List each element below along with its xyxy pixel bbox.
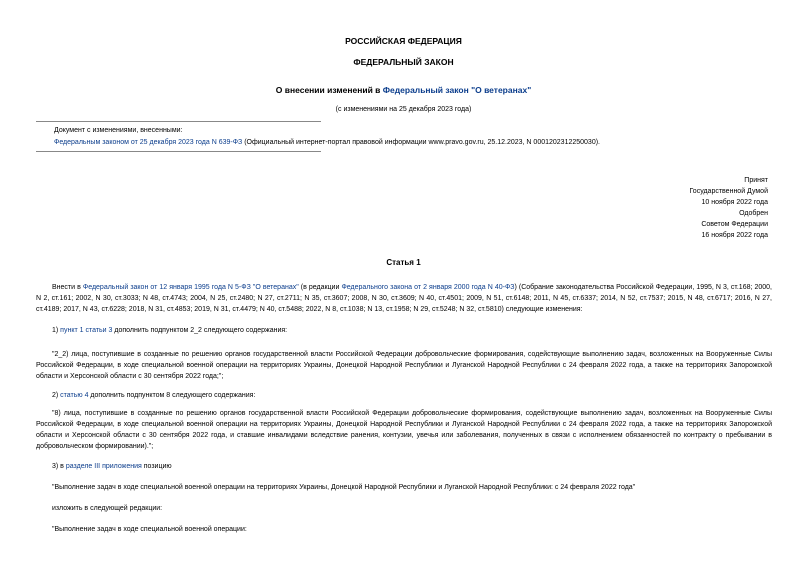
amend-box-entry: [54, 138, 774, 148]
amend-law-link[interactable]: Федеральным законом от 25 декабря 2023 года N 639-ФЗ: [54, 139, 243, 146]
approved-label: Одобрен: [739, 210, 768, 217]
article3-clause1-link[interactable]: пункт 1 статьи 3: [60, 327, 113, 334]
paragraph-subclause-2-2: "2_2) лица, поступившие в созданные по решению органов государственной власти Российской Федерации добровольческие формирования, содействующие выполнению задач, возложенных на Вооруженные Силы Российской Федерации, в ходе специальной военной операции на территориях Украины, Донецкой Народной Республики и Луганской Народной Республики с 24 февраля 2022 года, а также на территориях Запорожской области и Херсонской области с 30 сентября 2022 года;";: [36, 351, 772, 380]
intro-text-a: Внести в: [52, 284, 83, 291]
adopted-label: Принят: [744, 177, 768, 184]
intro-text-c: ) (Собрание законодательства Российской Федерации, 1995, N 3, ст.168; 2000, N 2, ст.161; 2002, N 30, ст.3033; N 48, ст.4743; 2004, N 25, ст.2480; N 27, ст.2711; N 35, ст.3607; 2008, N 30, ст.3609; N 40, ст.4501; 2009, N 51, ст.6148; 2011, N 45, ст.6337; 2014, N 52, ст.7537; 2015, N 48, ст.6717; 2016, N 27, ст.4189; 2017, N 43, ст.6228; 2018, N 31, ст.4853; 2019, N 31, ст.4479; N 40, ст.5488; 2022, N 8, ст.1038; N 13, ст.1958; N 29, ст.5248; N 32, ст.5810) следующие изменения:: [36, 284, 773, 313]
paragraph-item-2: [36, 390, 772, 401]
amend-box-caption: Документ с изменениями, внесенными:: [54, 127, 183, 134]
section3-link[interactable]: разделе III: [65, 463, 101, 470]
edition-note: (с изменениями на 25 декабря 2023 года): [335, 106, 472, 113]
country-heading: РОССИЙСКАЯ ФЕДЕРАЦИЯ: [345, 36, 462, 46]
paragraph-intro: [36, 282, 772, 315]
paragraph-restate: изложить в следующей редакции:: [52, 505, 163, 512]
amend-box: [54, 126, 774, 148]
adopted-date: 10 ноября 2022 года: [701, 199, 768, 206]
paragraph-subclause-8: "8) лица, поступившие в созданные по решению органов государственной власти Российской Федерации добровольческие формирования, содействующие выполнению задач, возложенных на Вооруженные Силы Российской Федерации, в ходе специальной военной операции на территориях Украины, Донецкой Народной Республики и Луганской Народной Республики с 24 февраля 2022 года, а также на территориях Запорожской области и Херсонской области с 30 сентября 2022 года, и ставшие инвалидами вследствие ранения, контузии, увечья или заболевания, полученных в связи с исполнением обязанностей по контракту о пребывании в добровольческом формировании).";: [36, 410, 772, 450]
law-title: [0, 85, 807, 95]
amending-law-2000-link[interactable]: Федерального закона от 2 января 2000 года N 40-ФЗ: [341, 284, 515, 291]
paragraph-item-3: [36, 461, 772, 472]
title-prefix: О внесении изменений в: [275, 85, 383, 95]
amend-law-source: (Официальный интернет-портал правовой информации www.pravo.gov.ru, 25.12.2023, N 0001202312250030).: [242, 139, 600, 146]
paragraph-item-1: [36, 325, 772, 336]
adoption-block: [568, 175, 768, 241]
law-type-heading: ФЕДЕРАЛЬНЫЙ ЗАКОН: [353, 57, 454, 67]
item2-text: дополнить подпунктом 8 следующего содержания:: [88, 392, 256, 399]
article-heading: Статья 1: [386, 258, 421, 267]
intro-text-b: (в редакции: [298, 284, 342, 291]
item3-text-a: 3) в: [52, 463, 66, 470]
approved-date: 16 ноября 2022 года: [701, 232, 768, 239]
item1-text: дополнить подпунктом 2_2 следующего содержания:: [112, 327, 288, 334]
amend-box-top-rule: [36, 121, 321, 122]
item2-num: 2): [52, 392, 61, 399]
appendix-link[interactable]: приложения: [102, 463, 142, 470]
article4-link[interactable]: статью 4: [60, 392, 89, 399]
item1-num: 1): [52, 327, 61, 334]
paragraph-quoted-position: "Выполнение задач в ходе специальной военной операции на территориях Украины, Донецкой Народной Республики и Луганской Народной Республики: с 24 февраля 2022 года": [52, 484, 636, 491]
veterans-law-link[interactable]: Федеральный закон от 12 января 1995 года N 5-ФЗ "О ветеранах": [82, 284, 299, 291]
title-law-link[interactable]: Федеральный закон "О ветеранах": [382, 85, 532, 95]
paragraph-new-position: "Выполнение задач в ходе специальной военной операции:: [52, 526, 247, 533]
approved-body: Советом Федерации: [701, 221, 768, 228]
item3-text-b: позицию: [141, 463, 172, 470]
amend-box-bottom-rule: [36, 151, 321, 152]
adopted-body: Государственной Думой: [689, 188, 768, 195]
